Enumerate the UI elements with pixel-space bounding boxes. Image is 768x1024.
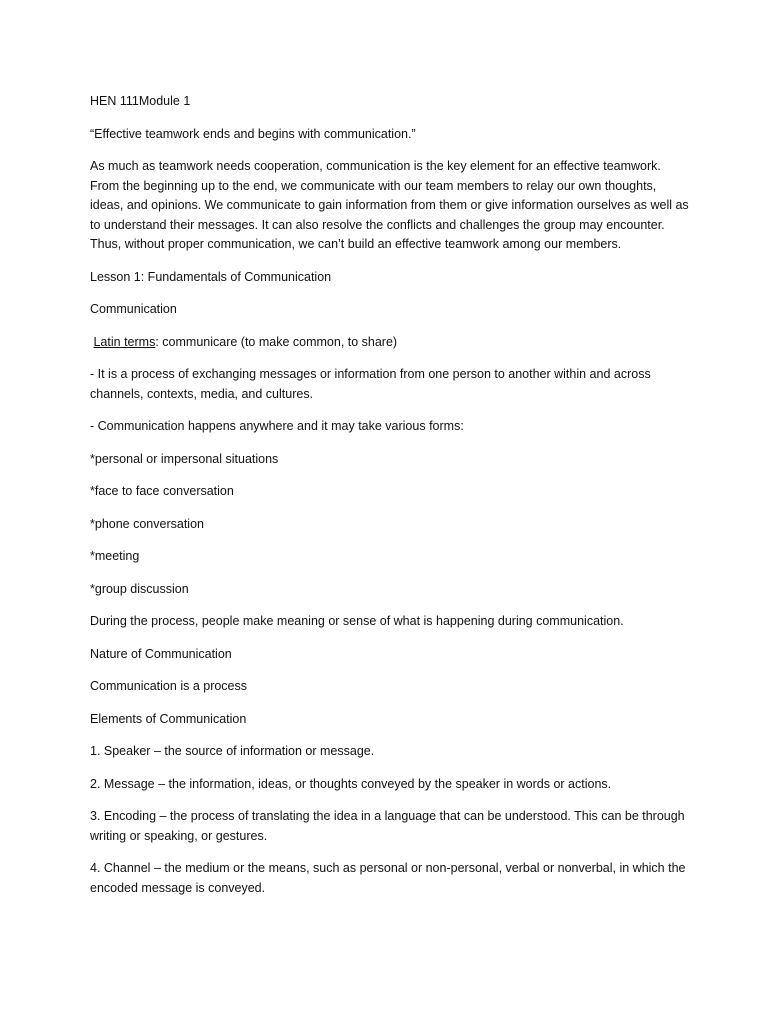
forms-intro: - Communication happens anywhere and it may take various forms:	[90, 419, 464, 433]
document-page	[90, 92, 690, 911]
element-item	[90, 807, 690, 846]
latin-terms-colon: :	[155, 334, 159, 349]
elements-heading: Elements of Communication	[90, 711, 247, 726]
latin-terms-value: communicare (to make common, to share)	[158, 334, 398, 349]
quote: “Effective teamwork ends and begins with communication.”	[90, 126, 416, 141]
form-item: *phone conversation	[90, 516, 204, 531]
communication-heading: Communication	[90, 302, 177, 316]
form-item: *meeting	[90, 549, 140, 563]
nature-heading: Nature of Communication	[90, 646, 232, 661]
element-term: 1. Speaker	[90, 744, 151, 758]
element-term: 3. Encoding	[90, 809, 157, 823]
element-desc: – the source of information or message.	[150, 744, 375, 758]
process-note: During the process, people make meaning or sense of what is happening during communication.	[90, 614, 624, 628]
element-desc: – the process of translating the idea in a language that can be understood. This can be through writing or speaking, or gestures.	[90, 809, 685, 843]
latin-terms-label: Latin terms	[93, 334, 156, 349]
lesson-heading: Lesson 1: Fundamentals of Communication	[90, 269, 332, 284]
latin-terms-line	[90, 333, 690, 353]
element-item	[90, 859, 690, 898]
element-desc: – the information, ideas, or thoughts conveyed by the speaker in words or actions.	[154, 776, 612, 791]
form-item: *personal or impersonal situations	[90, 451, 279, 466]
form-item: *face to face conversation	[90, 484, 234, 498]
element-term: 4. Channel	[90, 861, 151, 875]
element-desc: – the medium or the means, such as personal or non-personal, verbal or nonverbal, in which the encoded message is conveyed.	[90, 861, 686, 895]
intro-paragraph: As much as teamwork needs cooperation, communication is the key element for an effective teamwork. From the beginning up to the end, we communicate with our team members to relay our own thoughts, ideas, and opinions. We communicate to gain information from them or give information ourselves as well as to understand their messages. It can also resolve the conflicts and challenges the group may encounter. Thus, without proper communication, we can’t build an effective teamwork among our members.	[90, 159, 689, 251]
definition-paragraph: - It is a process of exchanging messages or information from one person to another within and across channels, contexts, media, and cultures.	[90, 367, 651, 401]
form-item: *group discussion	[90, 581, 189, 596]
element-term: 2. Message	[90, 776, 155, 791]
nature-text: Communication is a process	[90, 679, 248, 693]
element-item	[90, 742, 690, 762]
element-item	[90, 775, 690, 795]
document-title: HEN 111Module 1	[90, 94, 191, 108]
